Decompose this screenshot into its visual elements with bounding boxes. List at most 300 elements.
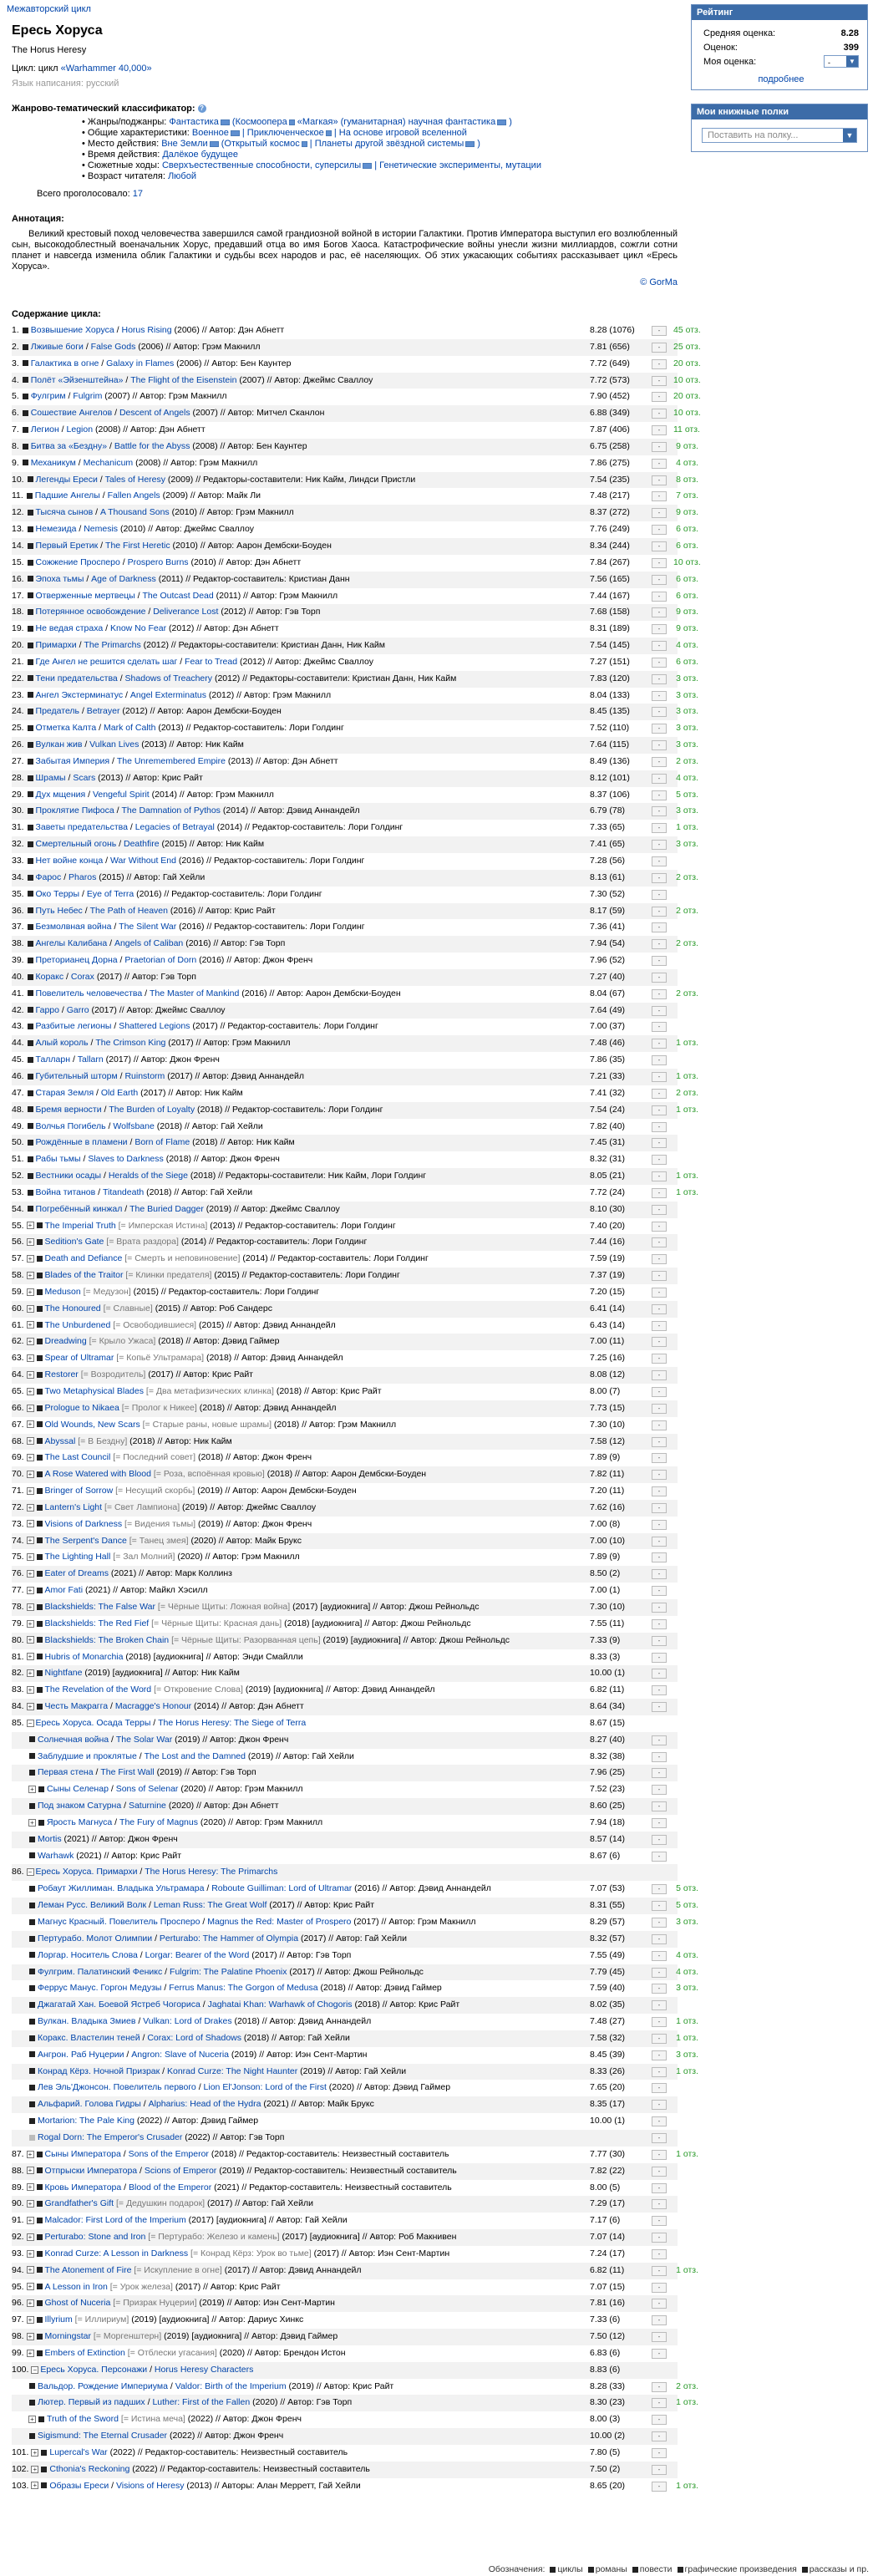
work-link[interactable]: Леман Русс. Великий Волк — [38, 1900, 147, 1911]
work-link-original[interactable]: Know No Fear — [109, 623, 167, 634]
work-link-original[interactable]: Horus Heresy Characters — [154, 2364, 254, 2375]
work-link-original[interactable]: The Outcast Dead — [142, 590, 214, 601]
work-link[interactable]: Сошествие Ангелов — [30, 408, 113, 419]
work-vote-select[interactable]: - — [652, 2349, 667, 2359]
work-vote-select[interactable]: - — [652, 442, 667, 452]
work-vote-select[interactable]: - — [652, 2233, 667, 2243]
expand-toggle-icon[interactable]: + — [27, 1520, 34, 1527]
my-rating-select[interactable]: - ▼ — [824, 55, 859, 68]
work-vote-select[interactable]: - — [652, 757, 667, 767]
work-reviews-link[interactable]: 4 отз. — [676, 1949, 698, 1960]
work-link-original[interactable]: Praetorian of Dorn — [124, 955, 197, 966]
work-vote-select[interactable]: - — [652, 1437, 667, 1447]
work-vote-select[interactable]: - — [652, 1537, 667, 1547]
work-link-original[interactable]: Battle for the Abyss — [114, 440, 190, 451]
work-link[interactable]: Возвышение Хоруса — [30, 325, 114, 335]
work-vote-select[interactable]: - — [652, 691, 667, 701]
work-link-original[interactable]: Mechanicum — [83, 457, 134, 468]
work-link-original[interactable]: Eye of Terra — [86, 888, 135, 899]
work-link-original[interactable]: Angel Exterminatus — [129, 689, 206, 700]
work-vote-select[interactable]: - — [652, 2283, 667, 2293]
expand-toggle-icon[interactable]: + — [27, 2333, 34, 2340]
work-vote-select[interactable]: - — [652, 1801, 667, 1811]
work-link[interactable]: Отпрыски Императора — [44, 2165, 138, 2176]
work-reviews-link[interactable]: 3 отз. — [676, 673, 698, 683]
work-reviews-link[interactable]: 6 отз. — [676, 540, 698, 551]
work-link[interactable]: Сыны Селенар — [47, 1784, 109, 1795]
work-vote-select[interactable]: - — [652, 1188, 667, 1198]
expand-toggle-icon[interactable]: + — [27, 2250, 34, 2258]
work-link[interactable]: Падшие Ангелы — [34, 490, 100, 501]
work-vote-select[interactable]: - — [652, 624, 667, 634]
work-reviews-link[interactable]: 1 отз. — [676, 1104, 698, 1115]
work-link[interactable]: Morningstar — [44, 2331, 91, 2342]
work-vote-select[interactable]: - — [652, 1552, 667, 1562]
expand-toggle-icon[interactable]: + — [27, 1405, 34, 1412]
work-vote-select[interactable]: - — [652, 1984, 667, 1994]
work-link[interactable]: Сыны Императора — [44, 2148, 121, 2159]
work-link[interactable]: Ересь Хоруса. Осада Терры — [35, 1717, 151, 1728]
work-link-original[interactable]: Born of Flame — [135, 1137, 190, 1148]
work-link[interactable]: Алый король — [35, 1038, 89, 1049]
work-vote-select[interactable]: - — [652, 1039, 667, 1049]
work-vote-select[interactable]: - — [652, 2482, 667, 2492]
work-link-original[interactable]: The Buried Dagger — [129, 1203, 204, 1214]
work-link[interactable]: Лживые боги — [30, 341, 84, 352]
work-vote-select[interactable]: - — [652, 475, 667, 485]
work-link[interactable]: Amor Fati — [44, 1585, 84, 1596]
work-link-original[interactable]: Saturnine — [128, 1801, 166, 1811]
work-vote-select[interactable]: - — [652, 1653, 667, 1663]
work-link[interactable]: Ангрон. Раб Нуцерии — [38, 2049, 124, 2060]
work-vote-select[interactable]: - — [652, 575, 667, 585]
work-link-original[interactable]: Legion — [66, 424, 94, 435]
work-link[interactable]: Легион — [30, 424, 59, 435]
work-link[interactable]: Механикум — [30, 457, 76, 468]
expand-toggle-icon[interactable]: + — [27, 1504, 34, 1512]
work-link[interactable]: Коракс — [35, 971, 64, 982]
work-link[interactable]: Sigismund: The Eternal Crusader — [38, 2431, 168, 2441]
expand-toggle-icon[interactable]: + — [27, 1454, 34, 1461]
work-link-original[interactable]: Deliverance Lost — [153, 607, 219, 617]
work-link[interactable]: Первая стена — [38, 1767, 94, 1778]
expand-toggle-icon[interactable]: − — [27, 1868, 34, 1876]
classifier-link[interactable]: | Приключенческое — [241, 128, 324, 138]
work-vote-select[interactable]: - — [652, 1636, 667, 1646]
work-reviews-link[interactable]: 1 отз. — [676, 2016, 698, 2027]
expand-toggle-icon[interactable]: + — [28, 2416, 36, 2423]
work-link-original[interactable]: Tallarn — [77, 1054, 104, 1065]
work-link[interactable]: Галактика в огне — [30, 358, 99, 368]
shelf-select[interactable]: Поставить на полку... ▼ — [702, 128, 857, 143]
work-vote-select[interactable]: - — [652, 1271, 667, 1281]
work-link[interactable]: The Revelation of the Word — [44, 1684, 152, 1695]
work-vote-select[interactable]: - — [652, 1370, 667, 1380]
work-vote-select[interactable]: - — [652, 1072, 667, 1082]
work-link[interactable]: A Lesson in Iron — [44, 2281, 108, 2292]
work-vote-select[interactable]: - — [652, 2415, 667, 2425]
work-link[interactable]: Первый Еретик — [35, 540, 99, 551]
work-link-original[interactable]: Scars — [73, 772, 96, 783]
work-vote-select[interactable]: - — [652, 658, 667, 668]
work-link[interactable]: Mortis — [38, 1833, 62, 1844]
work-vote-select[interactable]: - — [652, 2083, 667, 2093]
work-vote-select[interactable]: - — [652, 1453, 667, 1463]
work-link[interactable]: Солнечная война — [38, 1734, 109, 1745]
work-link[interactable]: Abyssal — [44, 1435, 76, 1446]
classifier-link[interactable]: | Генетические эксперименты, мутации — [374, 160, 541, 170]
expand-toggle-icon[interactable]: + — [27, 1603, 34, 1611]
work-reviews-link[interactable]: 9 отз. — [676, 440, 698, 451]
work-link[interactable]: Blackshields: The Red Fief — [44, 1618, 150, 1628]
work-reviews-link[interactable]: 4 отз. — [676, 772, 698, 783]
work-link[interactable]: Безмолвная война — [35, 922, 112, 932]
work-vote-select[interactable]: - — [652, 2299, 667, 2309]
work-vote-select[interactable]: - — [652, 1619, 667, 1629]
expand-toggle-icon[interactable]: + — [27, 1437, 34, 1445]
work-vote-select[interactable]: - — [652, 2465, 667, 2475]
work-link[interactable]: Честь Макрагга — [44, 1701, 109, 1712]
work-reviews-link[interactable]: 10 отз. — [673, 408, 701, 419]
work-vote-select[interactable]: - — [652, 376, 667, 386]
expand-toggle-icon[interactable]: + — [27, 1553, 34, 1561]
expand-toggle-icon[interactable]: + — [27, 2316, 34, 2324]
work-vote-select[interactable]: - — [652, 1420, 667, 1430]
work-vote-select[interactable]: - — [652, 1321, 667, 1331]
work-reviews-link[interactable]: 9 отз. — [676, 607, 698, 617]
work-link[interactable]: Потерянное освобождение — [35, 607, 146, 617]
classifier-link[interactable]: Любой — [167, 171, 196, 181]
work-link[interactable]: Коракс. Властелин теней — [38, 2032, 140, 2043]
work-link[interactable]: Путь Небес — [35, 905, 83, 916]
work-link[interactable]: Преторианец Дорна — [35, 955, 118, 966]
work-link-original[interactable]: The Fury of Magnus — [119, 1816, 198, 1827]
work-link[interactable]: Проклятие Пифоса — [35, 805, 114, 816]
work-vote-select[interactable]: - — [652, 1486, 667, 1496]
expand-toggle-icon[interactable]: + — [27, 1371, 34, 1379]
work-link[interactable]: Талларн — [35, 1054, 71, 1065]
work-vote-select[interactable]: - — [652, 890, 667, 900]
work-reviews-link[interactable]: 45 отз. — [673, 325, 701, 335]
work-link-original[interactable]: Leman Russ: The Great Wolf — [153, 1900, 267, 1911]
work-link-original[interactable]: Titandeath — [102, 1186, 145, 1197]
work-link-original[interactable]: Sons of the Emperor — [128, 2148, 209, 2159]
work-reviews-link[interactable]: 1 отз. — [676, 2032, 698, 2043]
work-vote-select[interactable]: - — [652, 592, 667, 602]
work-reviews-link[interactable]: 6 отз. — [676, 656, 698, 667]
work-link[interactable]: Lantern's Light — [44, 1501, 103, 1512]
work-link[interactable]: The Unburdened — [44, 1319, 111, 1330]
expand-toggle-icon[interactable]: + — [31, 2482, 38, 2489]
work-vote-select[interactable]: - — [652, 707, 667, 717]
work-vote-select[interactable]: - — [652, 939, 667, 949]
work-reviews-link[interactable]: 3 отз. — [676, 723, 698, 734]
work-reviews-link[interactable]: 1 отз. — [676, 2397, 698, 2408]
expand-toggle-icon[interactable]: + — [27, 2299, 34, 2307]
work-reviews-link[interactable]: 4 отз. — [676, 1966, 698, 1977]
expand-toggle-icon[interactable]: + — [27, 2200, 34, 2208]
work-vote-select[interactable]: - — [652, 359, 667, 369]
work-vote-select[interactable]: - — [652, 790, 667, 800]
work-link[interactable]: Ghost of Nuceria — [44, 2298, 111, 2309]
work-vote-select[interactable]: - — [652, 392, 667, 402]
work-link[interactable]: Вулкан жив — [35, 739, 83, 750]
work-link-original[interactable]: Sons of Selenar — [115, 1784, 179, 1795]
work-link[interactable]: The Imperial Truth — [44, 1220, 116, 1231]
work-link[interactable]: Магнус Красный. Повелитель Просперо — [38, 1917, 200, 1927]
work-link[interactable]: The Last Council — [44, 1452, 111, 1463]
work-reviews-link[interactable]: 8 отз. — [676, 474, 698, 485]
work-link-original[interactable]: Lion El'Jonson: Lord of the First — [203, 2082, 327, 2093]
work-vote-select[interactable]: - — [652, 1503, 667, 1513]
work-link[interactable]: Битва за «Бездну» — [30, 440, 108, 451]
work-vote-select[interactable]: - — [652, 1968, 667, 1978]
work-vote-select[interactable]: - — [652, 1901, 667, 1911]
work-link-original[interactable]: Lorgar: Bearer of the Word — [145, 1949, 250, 1960]
expand-toggle-icon[interactable]: + — [27, 2183, 34, 2191]
work-vote-select[interactable]: - — [652, 823, 667, 833]
work-link[interactable]: Lupercal's War — [49, 2447, 108, 2457]
work-link[interactable]: Где Ангел не решится сделать шаг — [35, 656, 178, 667]
work-vote-select[interactable]: - — [652, 1702, 667, 1712]
expand-toggle-icon[interactable]: + — [27, 1305, 34, 1313]
work-link[interactable]: Вальдор. Рождение Империума — [38, 2380, 168, 2391]
work-vote-select[interactable]: - — [652, 1387, 667, 1397]
classifier-link[interactable]: ) — [509, 117, 512, 127]
classifier-link[interactable]: Военное — [191, 128, 229, 138]
work-link[interactable]: Ересь Хоруса. Персонажи — [40, 2364, 148, 2375]
work-link[interactable]: Нет войне конца — [35, 856, 104, 866]
work-link-original[interactable]: Nemesis — [84, 524, 119, 535]
work-link[interactable]: Nightfane — [44, 1668, 83, 1679]
work-vote-select[interactable]: - — [652, 1254, 667, 1264]
work-link-original[interactable]: The Crimson King — [95, 1038, 166, 1049]
rating-details-link[interactable]: подробнее — [758, 74, 804, 84]
work-vote-select[interactable]: - — [652, 1237, 667, 1247]
work-link-original[interactable]: Konrad Curze: The Night Haunter — [167, 2065, 298, 2076]
work-link[interactable]: Заветы предательства — [35, 822, 128, 833]
expand-toggle-icon[interactable]: + — [27, 1620, 34, 1628]
expand-toggle-icon[interactable]: + — [27, 2217, 34, 2224]
work-link[interactable]: Malcador: First Lord of the Imperium — [44, 2215, 186, 2226]
work-link-original[interactable]: Fear to Tread — [185, 656, 238, 667]
work-vote-select[interactable]: - — [652, 989, 667, 999]
work-vote-select[interactable]: - — [652, 607, 667, 617]
work-vote-select[interactable]: - — [652, 1304, 667, 1314]
work-vote-select[interactable]: - — [652, 1155, 667, 1165]
expand-toggle-icon[interactable]: + — [28, 1819, 36, 1827]
work-vote-select[interactable]: - — [652, 1122, 667, 1132]
expand-toggle-icon[interactable]: + — [28, 1786, 36, 1793]
work-vote-select[interactable]: - — [652, 2315, 667, 2325]
work-vote-select[interactable]: - — [652, 2017, 667, 2027]
work-link-original[interactable]: Ruinstorm — [124, 1070, 165, 1081]
work-link[interactable]: Феррус Манус. Горгон Медузы — [38, 1983, 162, 1994]
work-reviews-link[interactable]: 1 отз. — [676, 1070, 698, 1081]
expand-toggle-icon[interactable]: + — [31, 2449, 38, 2457]
work-link-original[interactable]: War Without End — [110, 856, 176, 866]
expand-toggle-icon[interactable]: + — [27, 1222, 34, 1229]
expand-toggle-icon[interactable]: − — [31, 2366, 38, 2374]
work-reviews-link[interactable]: 3 отз. — [676, 805, 698, 816]
work-link[interactable]: Blackshields: The Broken Chain — [44, 1634, 170, 1645]
work-link[interactable]: Dreadwing — [44, 1336, 87, 1347]
work-vote-select[interactable]: - — [652, 1884, 667, 1894]
work-vote-select[interactable]: - — [652, 2067, 667, 2077]
work-link[interactable]: Лев Эль'Джонсон. Повелитель первого — [38, 2082, 196, 2093]
work-link[interactable]: Рождённые в пламени — [35, 1137, 128, 1148]
work-link-original[interactable]: The Lost and the Damned — [144, 1750, 246, 1761]
expand-toggle-icon[interactable]: + — [27, 1636, 34, 1644]
work-vote-select[interactable]: - — [652, 922, 667, 932]
work-link[interactable]: Фарос — [35, 871, 62, 882]
work-link[interactable]: Two Metaphysical Blades — [44, 1386, 144, 1396]
work-link[interactable]: Cthonia's Reckoning — [49, 2463, 130, 2474]
work-link[interactable]: Кровь Императора — [44, 2182, 122, 2192]
work-vote-select[interactable]: - — [652, 2100, 667, 2110]
work-link[interactable]: Ересь Хоруса. Примархи — [35, 1867, 138, 1877]
classifier-link[interactable]: (Открытый космос — [221, 139, 300, 149]
work-vote-select[interactable]: - — [652, 2398, 667, 2408]
work-reviews-link[interactable]: 7 отз. — [676, 490, 698, 501]
work-vote-select[interactable]: - — [652, 856, 667, 866]
work-vote-select[interactable]: - — [652, 1222, 667, 1232]
work-vote-select[interactable]: - — [652, 326, 667, 336]
work-link-original[interactable]: Vengeful Spirit — [92, 789, 150, 800]
expand-toggle-icon[interactable]: + — [27, 2167, 34, 2174]
work-vote-select[interactable]: - — [652, 956, 667, 966]
work-link[interactable]: Гарро — [35, 1004, 59, 1015]
work-link-original[interactable]: The First Heretic — [105, 540, 170, 551]
work-link-original[interactable]: Heralds of the Siege — [108, 1171, 188, 1181]
work-vote-select[interactable]: - — [652, 2216, 667, 2226]
work-link[interactable]: Truth of the Sword — [47, 2414, 119, 2425]
classifier-link[interactable]: (Космоопера — [231, 117, 287, 127]
work-link[interactable]: Под знаком Сатурна — [38, 1801, 122, 1811]
work-link-original[interactable]: False Gods — [90, 341, 136, 352]
expand-toggle-icon[interactable]: + — [27, 1487, 34, 1495]
work-link[interactable]: Лоргар. Носитель Слова — [38, 1949, 138, 1960]
work-reviews-link[interactable]: 3 отз. — [676, 1983, 698, 1994]
work-reviews-link[interactable]: 2 отз. — [676, 905, 698, 916]
expand-toggle-icon[interactable]: + — [27, 1669, 34, 1677]
work-link[interactable]: Embers of Extinction — [44, 2347, 125, 2358]
work-link[interactable]: Ангелы Калибана — [35, 938, 108, 949]
expand-toggle-icon[interactable]: + — [27, 2283, 34, 2290]
work-reviews-link[interactable]: 5 отз. — [676, 789, 698, 800]
work-vote-select[interactable]: - — [652, 1337, 667, 1347]
work-link-original[interactable]: The First Wall — [100, 1767, 155, 1778]
work-link-original[interactable]: Roboute Guilliman: Lord of Ultramar — [211, 1883, 353, 1894]
work-link-original[interactable]: Wolfsbane — [113, 1120, 155, 1131]
work-link[interactable]: Warhawk — [38, 1850, 74, 1861]
classifier-link[interactable]: | Планеты другой звёздной системы — [309, 139, 464, 149]
work-reviews-link[interactable]: 20 отз. — [673, 391, 701, 402]
work-link[interactable]: Restorer — [44, 1369, 79, 1380]
work-link[interactable]: Eater of Dreams — [44, 1568, 109, 1579]
work-link[interactable]: Дух мщения — [35, 789, 86, 800]
expand-toggle-icon[interactable]: + — [27, 2151, 34, 2158]
work-link[interactable]: Тысяча сынов — [35, 507, 94, 518]
work-reviews-link[interactable]: 3 отз. — [676, 2049, 698, 2060]
work-link-original[interactable]: Tales of Heresy — [104, 474, 166, 485]
work-link[interactable]: Ангел Экстерминатус — [35, 689, 124, 700]
work-reviews-link[interactable]: 6 отз. — [676, 590, 698, 601]
work-link-original[interactable]: Ferrus Manus: The Gorgon of Medusa — [169, 1983, 318, 1994]
work-link-original[interactable]: Descent of Angels — [119, 408, 190, 419]
work-vote-select[interactable]: - — [652, 1569, 667, 1579]
work-vote-select[interactable]: - — [652, 1918, 667, 1928]
work-link[interactable]: The Serpent's Dance — [44, 1535, 127, 1546]
work-link[interactable]: Grandfather's Gift — [44, 2198, 114, 2209]
work-link[interactable]: Meduson — [44, 1286, 81, 1297]
work-vote-select[interactable]: - — [652, 1785, 667, 1795]
work-link-original[interactable]: Blood of the Emperor — [129, 2182, 212, 2192]
work-link[interactable]: Примархи — [35, 640, 77, 651]
work-vote-select[interactable]: - — [652, 2034, 667, 2044]
work-link[interactable]: Perturabo: Stone and Iron — [44, 2232, 146, 2243]
work-vote-select[interactable]: - — [652, 2116, 667, 2126]
work-reviews-link[interactable]: 1 отз. — [676, 1186, 698, 1197]
work-link[interactable]: Отверженные мертвецы — [35, 590, 135, 601]
expand-toggle-icon[interactable]: + — [27, 1587, 34, 1594]
work-link[interactable]: Blackshields: The False War — [44, 1601, 155, 1612]
work-link[interactable]: Немезида — [35, 524, 77, 535]
work-link[interactable]: Легенды Ереси — [35, 474, 98, 485]
work-link-original[interactable]: Slaves to Darkness — [88, 1154, 164, 1165]
work-link[interactable]: Губительный шторм — [35, 1070, 118, 1081]
work-link[interactable]: Konrad Curze: A Lesson in Darkness — [44, 2248, 189, 2258]
work-reviews-link[interactable]: 6 отз. — [676, 524, 698, 535]
work-link[interactable]: Образы Ереси — [49, 2480, 109, 2491]
work-link[interactable]: Око Терры — [35, 888, 80, 899]
work-vote-select[interactable]: - — [652, 806, 667, 816]
work-vote-select[interactable]: - — [652, 558, 667, 568]
expand-toggle-icon[interactable]: + — [27, 2350, 34, 2357]
expand-toggle-icon[interactable]: + — [27, 1354, 34, 1362]
work-link-original[interactable]: The Master of Mankind — [149, 988, 240, 998]
work-link[interactable]: Отметка Калта — [35, 723, 97, 734]
work-vote-select[interactable]: - — [652, 1089, 667, 1099]
work-link[interactable]: Старая Земля — [35, 1087, 94, 1098]
work-vote-select[interactable]: - — [652, 1835, 667, 1845]
work-link-original[interactable]: Vulkan Lives — [89, 739, 140, 750]
expand-toggle-icon[interactable]: + — [27, 2266, 34, 2274]
work-link[interactable]: Hubris of Monarchia — [44, 1651, 124, 1662]
expand-toggle-icon[interactable]: + — [27, 1272, 34, 1279]
work-vote-select[interactable]: - — [652, 343, 667, 353]
expand-toggle-icon[interactable]: + — [27, 1238, 34, 1246]
work-link-original[interactable]: Corax: Lord of Shadows — [147, 2032, 241, 2043]
parent-cycle-link[interactable]: «Warhammer 40,000» — [60, 64, 152, 74]
work-reviews-link[interactable]: 10 отз. — [673, 374, 701, 385]
work-link[interactable]: Предатель — [35, 706, 80, 717]
work-link[interactable]: Old Wounds, New Scars — [44, 1419, 140, 1430]
work-link[interactable]: Сожжение Просперо — [35, 556, 120, 567]
work-link[interactable]: Забытая Империя — [35, 755, 110, 766]
work-reviews-link[interactable]: 2 отз. — [676, 988, 698, 998]
work-link-original[interactable]: Fulgrim — [73, 391, 103, 402]
expand-toggle-icon[interactable]: − — [27, 1720, 34, 1727]
classifier-link[interactable]: Вне Земли — [161, 139, 208, 149]
work-link[interactable]: Полёт «Эйзенштейна» — [30, 374, 124, 385]
expand-toggle-icon[interactable]: + — [27, 1570, 34, 1578]
expand-toggle-icon[interactable]: + — [27, 1420, 34, 1428]
work-vote-select[interactable]: - — [652, 2000, 667, 2010]
work-link-original[interactable]: Shattered Legions — [119, 1021, 190, 1032]
work-reviews-link[interactable]: 3 отз. — [676, 839, 698, 850]
work-link-original[interactable]: Scions of Emperor — [144, 2165, 217, 2176]
